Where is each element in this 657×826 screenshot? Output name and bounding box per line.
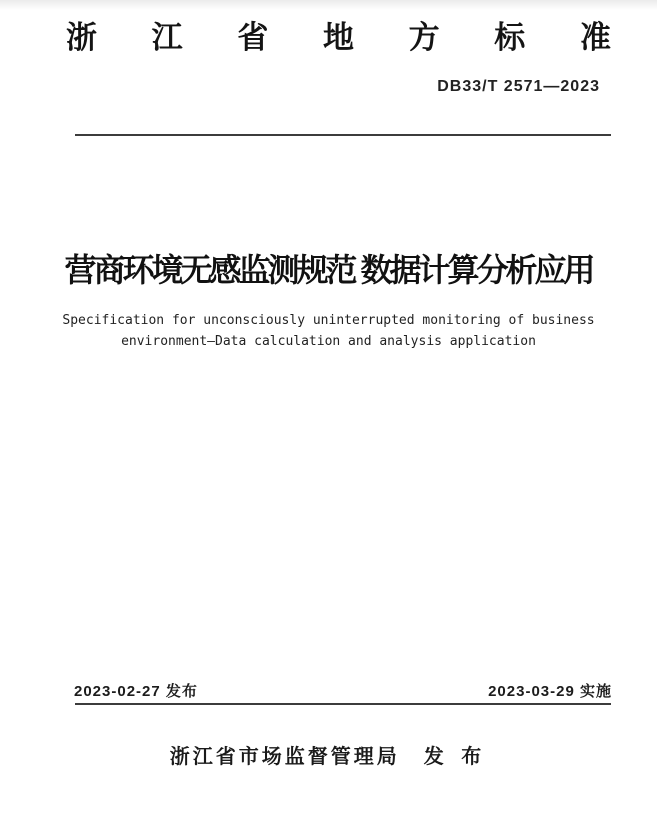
dates-row <box>74 683 612 701</box>
standard-title-english <box>0 310 657 352</box>
standard-category-title: 浙 江 省 地 方 标 准 <box>66 20 611 55</box>
header-rule <box>75 134 611 136</box>
implementation-date: 2023-03-29 实施 <box>488 683 612 700</box>
standard-title-english-line1: Specification for unconsciously uninterrupted monitoring of business <box>62 313 595 328</box>
footer-rule <box>75 703 611 705</box>
standard-title-english-line2: environment—Data calculation and analysis application <box>121 334 536 349</box>
standard-title-chinese: 营商环境无感监测规范 数据计算分析应用 <box>64 252 593 288</box>
publisher-row <box>0 745 657 769</box>
standard-number: DB33/T 2571—2023 <box>437 78 600 95</box>
issue-date: 2023-02-27 发布 <box>74 683 198 700</box>
publisher-name: 浙江省市场监督管理局 <box>169 746 400 768</box>
publish-label: 发 布 <box>423 746 488 768</box>
